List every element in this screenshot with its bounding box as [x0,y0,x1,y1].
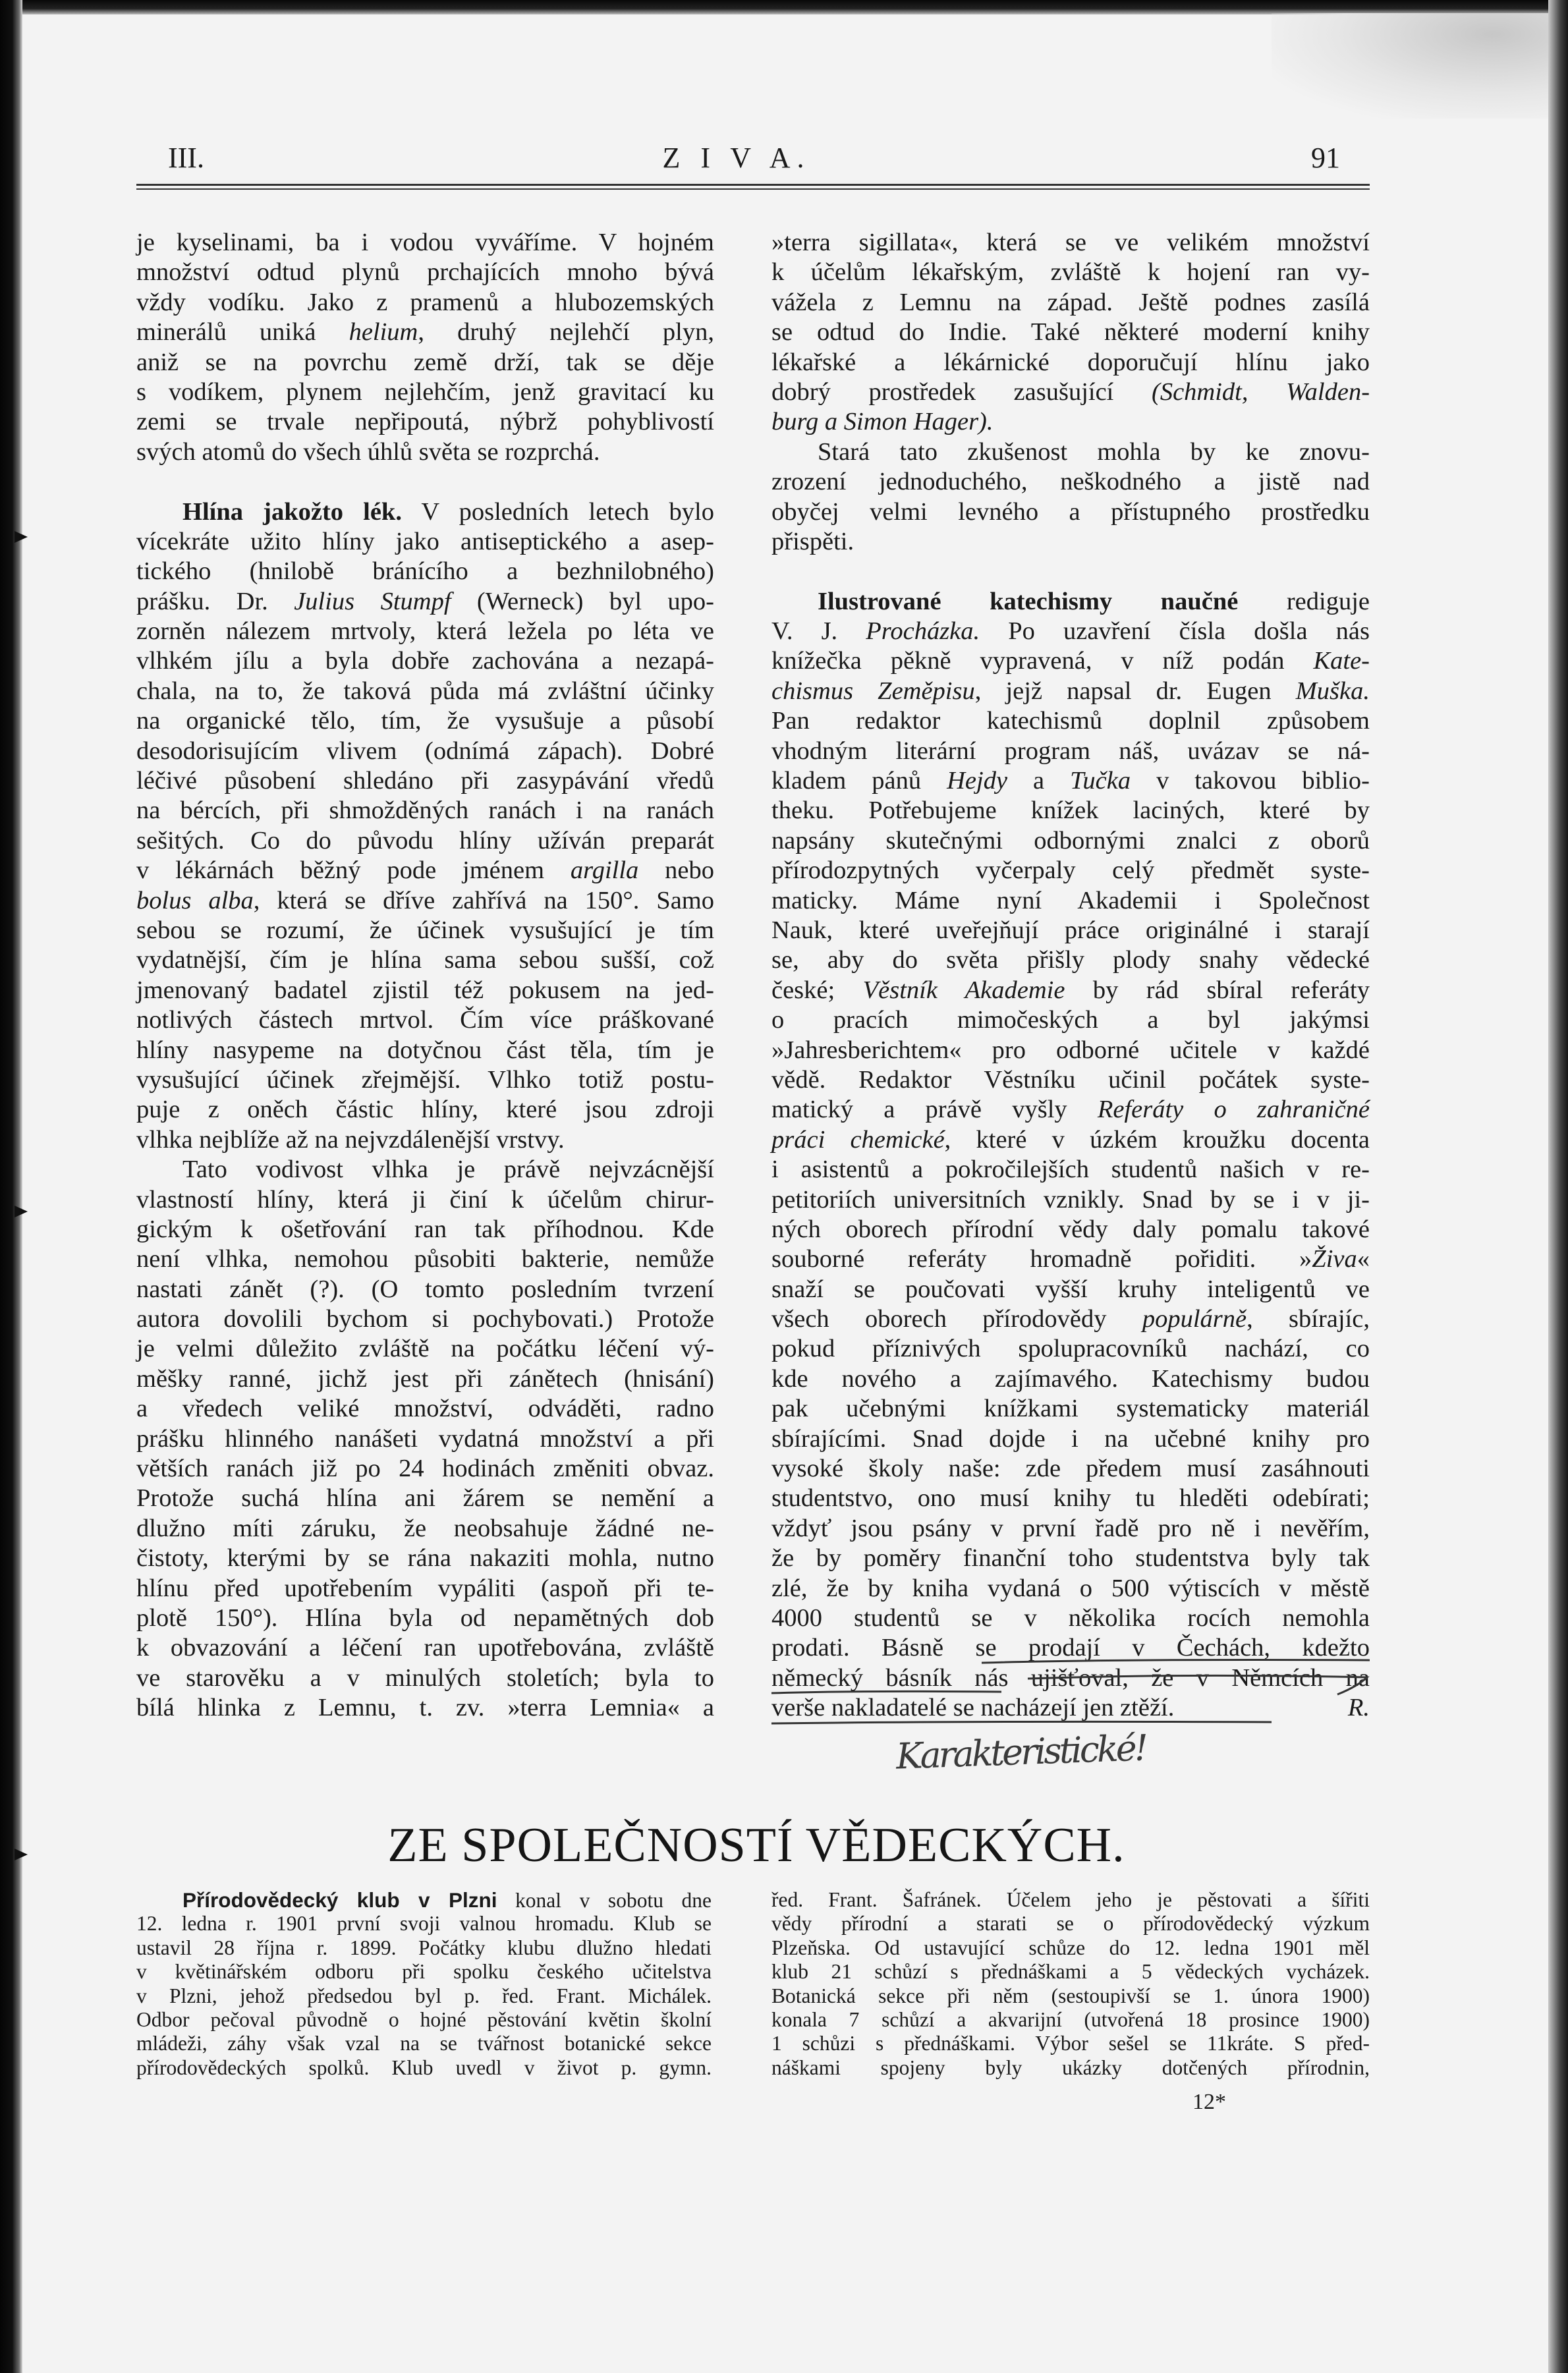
text-run: mládeži, záhy však vzal na se tvářnost botanické sekce [136,2032,712,2055]
text-run: petitoriích universitních vznikly. Snad by se i v ji- [771,1185,1370,1214]
text-line [771,1394,1370,1424]
text-line [771,677,1370,706]
text-line [771,1936,1370,1960]
text-line [771,1574,1370,1604]
text-run: přispěti. [771,527,854,555]
text-run: V posledních letech bylo [401,497,714,526]
header-rule [136,184,1370,186]
text-run: k obvazování a léčení ran upotřebována, zvláště [136,1634,714,1662]
text-run: ustavil 28 října r. 1899. Počátky klubu dlužno hledati [136,1936,712,1959]
text-run: kde nového a zajímavého. Katechismy budou [771,1364,1370,1393]
volume-number: III. [168,142,204,174]
italic-text: práci chemické [771,1125,945,1154]
text-line [136,527,714,557]
text-run: Tato vodivost vlhka je právě nejvzácnější [182,1156,714,1184]
text-line [771,737,1370,766]
text-line [136,916,714,945]
italic-text: Julius Stumpf [294,587,451,615]
text-run: Odbor pečoval původně o hojné pěstování květin školní [136,2007,712,2031]
bold-lead-in: Přírodovědecký klub v Plzni [182,1888,497,1912]
text-run: svých atomů do všech úhlů světa se rozprchá. [136,437,600,466]
text-line [771,646,1370,676]
text-run: konal v sobotu dne [497,1889,712,1912]
text-run: prášku hlinného nanášeti vydatná množství a při [136,1424,714,1453]
italic-text: Hejdy [947,767,1008,795]
text-line [136,706,714,736]
text-line [771,1484,1370,1513]
text-run: maticky. Máme nyní Akademii i Společnost [771,886,1370,914]
text-line [136,1514,714,1544]
text-line [771,1244,1370,1274]
text-line [136,1036,714,1065]
text-line [771,2032,1370,2055]
text-run: i asistentů a pokročilejších studentů našich v re- [771,1156,1370,1184]
text-run: o pracích mimočeských a byl jakýmsi [771,1006,1370,1034]
text-line [771,1185,1370,1215]
text-line [771,1604,1370,1633]
text-run: přírodovědeckých spolků. Klub uvedl v život p. gymn. [136,2055,712,2079]
text-line [136,1185,714,1215]
text-line [771,1960,1370,1984]
text-run: pokud příznivých spolupracovníků nachází, co [771,1335,1370,1363]
text-run: souborné referáty hromadně pořiditi. » [771,1245,1312,1273]
text-run: prášku. Dr. [136,587,294,615]
text-run: knížečka pěkně vypravená, v níž podán [771,647,1314,675]
text-line [136,1633,714,1663]
margin-arrow-mark [14,1206,28,1217]
text-run: množství odtud plynů prchajících mnoho bývá [136,258,714,287]
text-line [136,2008,712,2032]
text-run: vždy vodíku. Jako z pramenů a hlubozemských [136,288,714,316]
text-run: v lékárnách běžný pode jménem [136,856,571,885]
text-line [771,258,1370,287]
text-run: Botanická sekce při něm (sestoupivší se 1. února 1900) [771,1984,1370,2007]
text-line [771,916,1370,945]
text-line [136,856,714,885]
text-line [771,1424,1370,1454]
article-column-right [771,228,1370,1723]
text-line [771,1065,1370,1095]
header-rule [136,188,1370,190]
text-run: zrození jednoduchého, neškodného a jistě nad [771,468,1370,496]
text-line [136,945,714,975]
text-run: vlastností hlíny, která ji činí k účelům chirur- [136,1185,714,1214]
text-run: v Plzni, jehož předsedou byl p. řed. Frant. Michálek. [136,1984,712,2007]
text-run: náškami spojeny byly ukázky dotčených přírodnin, [771,2055,1370,2079]
text-run: Po uzavření čísla došla nás [980,617,1370,646]
text-line [136,1244,714,1274]
text-line [136,1215,714,1244]
text-run: verše nakladatelé se nacházejí jen ztěží. [771,1694,1175,1722]
text-line [136,1604,714,1633]
italic-text: Věstník Akademie [862,976,1065,1004]
text-run: desodorisujícím vlivem (odnímá zápach). Dobré [136,737,714,765]
text-line [136,1663,714,1693]
text-line [771,1155,1370,1185]
text-run: sbírajícími. Snad dojde i na učebné knihy pro [771,1424,1370,1453]
text-run: německý básník nás ujišťoval, že v Němcích na [771,1663,1370,1692]
text-line [771,467,1370,497]
text-line [136,1125,714,1155]
text-run: plotě 150°). Hlína byla od nepamětných dob [136,1604,714,1632]
text-line [136,976,714,1005]
text-run: puje z oněch částic hlíny, které jsou zdroji [136,1096,714,1124]
text-line [136,1095,714,1125]
text-run: »terra sigillata«, která se ve velikém množství [771,229,1370,256]
text-line [136,617,714,646]
text-line [771,1514,1370,1544]
text-line [771,288,1370,318]
text-line [771,886,1370,916]
text-run: nastati zánět (?). (O tomto posledním tvrzení [136,1275,714,1303]
text-run: rediguje [1238,587,1370,615]
text-line [771,945,1370,975]
text-line [136,1574,714,1604]
italic-text: chismus Zeměpisu [771,677,975,705]
text-run: (Werneck) byl upo- [451,587,714,615]
text-run: a [1007,767,1071,795]
text-line [136,228,714,258]
text-line [771,1912,1370,1936]
text-run: , druhý nejlehčí plyn, [418,318,715,347]
text-line [136,1693,714,1723]
text-line [136,826,714,856]
text-line [771,617,1370,646]
text-line [136,318,714,347]
text-run: gickým k ošetřování ran tak příhodnou. Kde [136,1215,714,1243]
text-run: 4000 studentů se v několika rocích nemohla [771,1604,1370,1632]
text-run: přírodozpytných vyčerpaly celý předmět syste- [771,856,1370,885]
text-run: čistoty, kterými by se rána nakaziti mohla, nutno [136,1544,714,1573]
text-run: nebo [638,856,714,885]
text-line [771,318,1370,347]
italic-text: Živa [1312,1245,1357,1273]
text-run: obyčej velmi levného a přístupného prostředku [771,497,1370,526]
text-line [771,2008,1370,2032]
text-run: , které v úzkém kroužku docenta [944,1125,1370,1154]
text-line [771,437,1370,467]
text-run: všech oborech přírodovědy [771,1305,1142,1333]
text-line [136,1912,712,1936]
text-line [136,646,714,676]
text-line [136,1155,714,1185]
text-run: vždyť jsou psány v první řadě pro ně i nevěřím, [771,1514,1370,1542]
text-line [136,886,714,916]
text-line [136,1275,714,1304]
text-run: dlužno míti záruku, že neobsahuje žádné ne- [136,1514,714,1542]
scan-edge-left [0,0,22,2373]
text-run: v takovou biblio- [1131,767,1370,795]
text-run: zorněn nálezem mrtvoly, která ležela po léta ve [136,617,714,646]
text-line [136,1065,714,1095]
text-line [771,1693,1370,1723]
text-line [771,348,1370,377]
text-run: ných oborech přírodní vědy daly pomalu takové [771,1215,1370,1243]
text-line [136,258,714,287]
text-line [136,407,714,437]
scan-shading [1272,13,1548,119]
text-run: že by poměry finanční toho studentstva byly tak [771,1544,1370,1573]
text-line [771,1304,1370,1334]
italic-text: bolus alba [136,886,254,914]
text-run: 1 schůzi s přednáškami. Výbor sešel se 11kráte. S před- [771,2032,1370,2055]
text-line [136,796,714,825]
italic-text: Kate- [1313,647,1370,675]
article-column-left [136,228,714,1723]
text-line [771,497,1370,527]
italic-text: argilla [570,856,639,885]
text-run: « [1357,1245,1370,1273]
text-line [136,587,714,617]
text-line [136,2032,712,2055]
text-line [771,1633,1370,1663]
text-run: hlíny nasypeme na dotyčnou část těla, tím je [136,1036,714,1064]
text-run: minerálů uniká [136,318,349,347]
text-run: klub 21 schůzí s přednáškami a 5 vědeckých vycházek. [771,1960,1370,1984]
text-run: měšky ranné, jichž jest při zánětech (hnisání) [136,1364,714,1393]
text-line [136,1544,714,1573]
text-line [771,856,1370,885]
text-run: autora dovolili bychom si pochybovati.) Protože [136,1305,714,1333]
text-line [136,557,714,586]
text-line [771,1334,1370,1364]
text-line [136,1936,712,1960]
text-run: vhodným literární program náš, uvázav se ná- [771,737,1370,765]
text-run: Stará tato zkušenost mohla by ke znovu- [818,437,1370,466]
text-line [771,1984,1370,2008]
text-line [136,2056,712,2080]
text-line [771,1125,1370,1155]
text-line [771,587,1370,617]
text-run: je kyselinami, ba i vodou vyváříme. V hojném [136,229,714,256]
italic-text: Muška. [1295,677,1370,705]
scan-edge-top [0,0,1568,14]
text-line [136,1424,714,1454]
text-run: není vlhka, nemohou působiti bakterie, nemůže [136,1245,714,1273]
section-column-right [771,1888,1370,2080]
text-line [136,1394,714,1424]
text-line [771,706,1370,736]
italic-text: populárně [1142,1305,1247,1333]
text-run: konala 7 schůzí a akvarijní (utvořená 18 prosince 1900) [771,2007,1370,2031]
text-run: Nauk, které uveřejňují práce originálné i starají [771,916,1370,944]
text-run: vícekráte užito hlíny jako antiseptického a asep- [136,527,714,555]
text-run: v květinářském odboru při spolku českého učitelstva [136,1960,712,1984]
text-line [136,288,714,318]
text-line [771,527,1370,557]
text-line [771,826,1370,856]
italic-text: (Schmidt, Walden- [1152,377,1370,406]
text-line [771,766,1370,796]
text-run: napsány skutečnými odbornými znalci z oborů [771,826,1370,854]
text-run: , která se dříve zahřívá na 150°. Samo [253,886,714,914]
text-run: prodati. Básně se prodají v Čechách, kdežto [771,1634,1370,1662]
text-run: , jejž napsal dr. Eugen [974,677,1296,705]
scan-edge-right [1548,0,1568,2373]
text-line [771,1095,1370,1125]
text-line [136,437,714,467]
text-run: bílá hlinka z Lemnu, t. zv. »terra Lemnia« a [136,1694,714,1722]
text-run: pak učebnými knížkami systematicky materiál [771,1395,1370,1423]
text-line [136,1005,714,1035]
text-line [771,1888,1370,1912]
text-run: by rád sbíral referáty [1065,976,1370,1004]
text-line [771,228,1370,258]
text-run: české; [771,976,863,1004]
text-run: chala, na to, že taková půda má zvláštní účinky [136,677,714,705]
text-run: sešitých. Co do původu hlíny užíván preparát [136,826,714,854]
text-run: vlhkém jílu a byla dobře zachována a nezapá- [136,647,714,675]
italic-text: helium [349,318,418,347]
text-line [136,377,714,407]
text-run: vysušující účinek zřejmější. Vlhko totiž postu- [136,1065,714,1094]
text-run: Protože suchá hlína ani žárem se nemění a [136,1484,714,1513]
text-line [136,766,714,796]
text-run: snaží se poučovati vyšší kruhy inteligentů ve [771,1275,1370,1303]
text-run: hlínu před upotřebením vypáliti (aspoň při te- [136,1574,714,1602]
text-run: »Jahresberichtem« pro odborné učitele v každé [771,1036,1370,1064]
text-run: vydatnější, čím je hlína sama sebou sušší, což [136,946,714,974]
italic-text: Referáty o zahraničné [1097,1096,1370,1124]
text-line [136,497,714,527]
text-run: vlhka nejblíže až na nejvzdálenější vrstvy. [136,1125,565,1154]
text-run: , sbírajíc, [1246,1305,1370,1333]
italic-text: burg a Simon Hager). [771,408,994,436]
text-run: větších ranách již po 24 hodinách změniti obvaz. [136,1455,714,1483]
text-run: V. J. [771,617,866,646]
text-line [771,1275,1370,1304]
text-run: léčivé působení shledáno při zasypávání vředů [136,767,714,795]
margin-arrow-mark [14,531,28,543]
text-line [771,1454,1370,1484]
section-heading: ZE SPOLEČNOSTÍ VĚDECKÝCH. [387,1818,1125,1872]
text-line [771,1005,1370,1035]
printer-signature-mark: 12* [1192,2090,1226,2114]
text-run: kladem pánů [771,767,947,795]
bold-lead-in: Hlína jakožto lék. [182,497,402,526]
text-line [771,377,1370,407]
journal-title: Z I V A. [662,142,811,174]
text-run: a vředech veliké množství, odváděti, radno [136,1395,714,1423]
text-run: řed. Frant. Šafránek. Účelem jeho je pěstovati a šířiti [771,1888,1370,1911]
italic-text: Tučka [1070,767,1131,795]
text-run: zemi se trvale nepřipoutá, nýbrž pohyblivostí [136,408,714,436]
text-run: zlé, že by kniha vydaná o 500 výtiscích v městě [771,1574,1370,1602]
text-run: jmenovaný badatel zjistil též pokusem na jed- [136,976,714,1004]
text-line [136,1364,714,1394]
text-line [136,737,714,766]
text-run: lékařské a lékárnické doporučují hlínu jako [771,348,1370,376]
text-run: matický a právě vyšly [771,1096,1098,1124]
text-line [136,677,714,706]
author-initial: R. [1347,1694,1370,1722]
text-run: vysoké školy naše: zde předem musí zasáhnouti [771,1455,1370,1483]
text-line [771,1364,1370,1394]
text-line [771,2056,1370,2080]
text-line [771,1544,1370,1573]
text-run: aniž se na povrchu země drží, tak se děje [136,348,714,376]
text-run: vědě. Redaktor Věstníku učinil počátek syste- [771,1065,1370,1094]
text-run: dobrý prostředek zasušující [771,377,1152,406]
text-line [771,1215,1370,1244]
italic-text: Procházka. [866,617,980,646]
text-line [136,1888,712,1912]
text-line [771,976,1370,1005]
text-run: sebou se rozumí, že účinek vysušující je tím [136,916,714,944]
text-line [136,1484,714,1513]
text-run: se, aby do světa přišly plody snahy vědecké [771,946,1370,974]
text-run: vážela z Lemnu na západ. Ještě podnes zasílá [771,288,1370,316]
text-line [136,1334,714,1364]
handwritten-note: Karakteristické! [895,1727,1147,1777]
text-run: tického (hnilobě bránícího a bezhnilobného) [136,557,714,586]
text-run: 12. ledna r. 1901 první svoji valnou hromadu. Klub se [136,1912,712,1936]
text-line [136,1454,714,1484]
text-run: se odtud do Indie. Také některé moderní knihy [771,318,1370,347]
text-line [771,796,1370,825]
text-line [771,1036,1370,1065]
text-line [136,1304,714,1334]
text-line [136,1960,712,1984]
text-run: k účelům lékařským, zvláště k hojení ran vy- [771,258,1370,287]
text-run: Plzeňska. Od ustavující schůze do 12. ledna 1901 měl [771,1936,1370,1959]
text-run: vědy přírodní a starati se o přírodovědecký výzkum [771,1912,1370,1936]
text-run: theku. Potřebujeme knížek laciných, které by [771,796,1370,825]
text-run: s vodíkem, plynem nejlehčím, jenž gravitací ku [136,377,714,406]
text-run: je velmi důležito zvláště na počátku léčení vý- [136,1335,714,1363]
text-line [136,1984,712,2008]
text-run: ve starověku a v minulých stoletích; byla to [136,1663,714,1692]
text-run: Pan redaktor katechismů doplnil způsobem [771,707,1370,735]
section-column-left [136,1888,712,2080]
text-run: na organické tělo, tím, že vysušuje a působí [136,707,714,735]
text-run: na bércích, při shmožděných ranách i na ranách [136,796,714,825]
text-line [136,348,714,377]
text-run: notlivých částech mrtvol. Čím více práškované [136,1006,714,1034]
text-line [771,1663,1370,1693]
text-run: studentstvo, ono musí knihy tu hleděti odebírati; [771,1484,1370,1513]
page-number: 91 [1311,142,1340,174]
bold-lead-in: Ilustrované katechismy naučné [818,587,1239,615]
text-line [771,407,1370,437]
